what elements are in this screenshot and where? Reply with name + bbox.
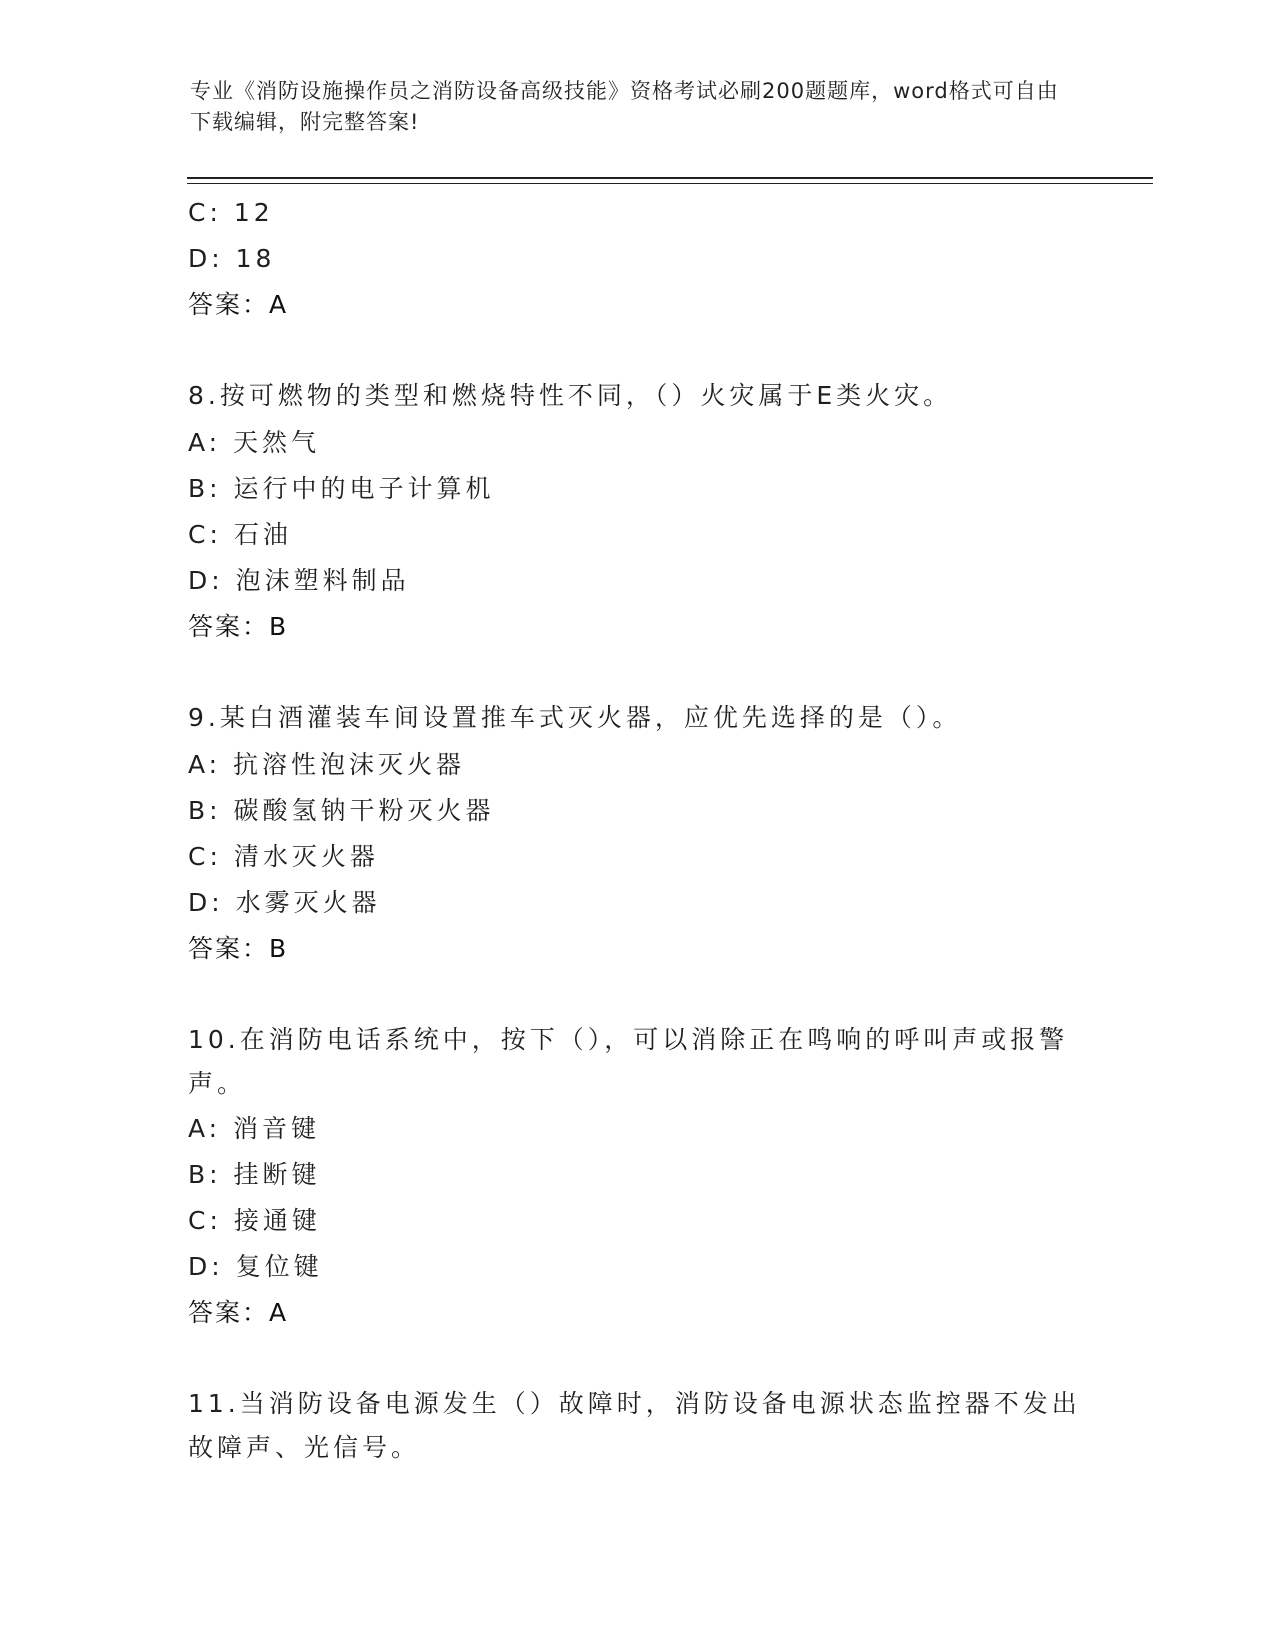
question-text: 9.某白酒灌装车间设置推车式灭火器，应优先选择的是（）。 <box>188 703 962 732</box>
question-block-11 <box>188 1382 1088 1470</box>
option-d: D: 复位键 <box>188 1252 323 1281</box>
option-b: B: 碳酸氢钠干粉灭火器 <box>188 796 495 825</box>
option-c: C: 12 <box>188 198 274 227</box>
option-d: D: 水雾灭火器 <box>188 888 381 917</box>
header-divider-thin <box>187 183 1153 184</box>
question-list <box>188 190 1088 1470</box>
option-d: D: 泡沫塑料制品 <box>188 566 410 595</box>
option-b: B: 挂断键 <box>188 1160 321 1189</box>
option-c: C: 接通键 <box>188 1206 321 1235</box>
question-block-9 <box>188 696 1088 972</box>
document-header: 专业《消防设施操作员之消防设备高级技能》资格考试必刷200题题库，word格式可自由下载编辑，附完整答案! <box>190 79 1059 134</box>
option-a: A: 抗溶性泡沫灭火器 <box>188 750 466 779</box>
option-d: D: 18 <box>188 244 276 273</box>
question-block-10 <box>188 1018 1088 1336</box>
option-a: A: 消音键 <box>188 1114 321 1143</box>
question-block-8 <box>188 374 1088 650</box>
question-text: 10.在消防电话系统中，按下（），可以消除正在鸣响的呼叫声或报警声。 <box>188 1025 1069 1098</box>
question-block-prev <box>188 190 1088 328</box>
option-b: B: 运行中的电子计算机 <box>188 474 495 503</box>
question-text: 8.按可燃物的类型和燃烧特性不同，（）火灾属于E类火灾。 <box>188 381 953 410</box>
question-text: 11.当消防设备电源发生（）故障时，消防设备电源状态监控器不发出故障声、光信号。 <box>188 1389 1081 1462</box>
option-a: A: 天然气 <box>188 428 321 457</box>
answer-line: 答案：B <box>188 934 289 963</box>
header-divider-thick <box>187 177 1153 179</box>
option-c: C: 清水灭火器 <box>188 842 379 871</box>
answer-line: 答案：A <box>188 1298 289 1327</box>
answer-line: 答案：B <box>188 612 289 641</box>
option-c: C: 石油 <box>188 520 292 549</box>
answer-line: 答案：A <box>188 290 289 319</box>
